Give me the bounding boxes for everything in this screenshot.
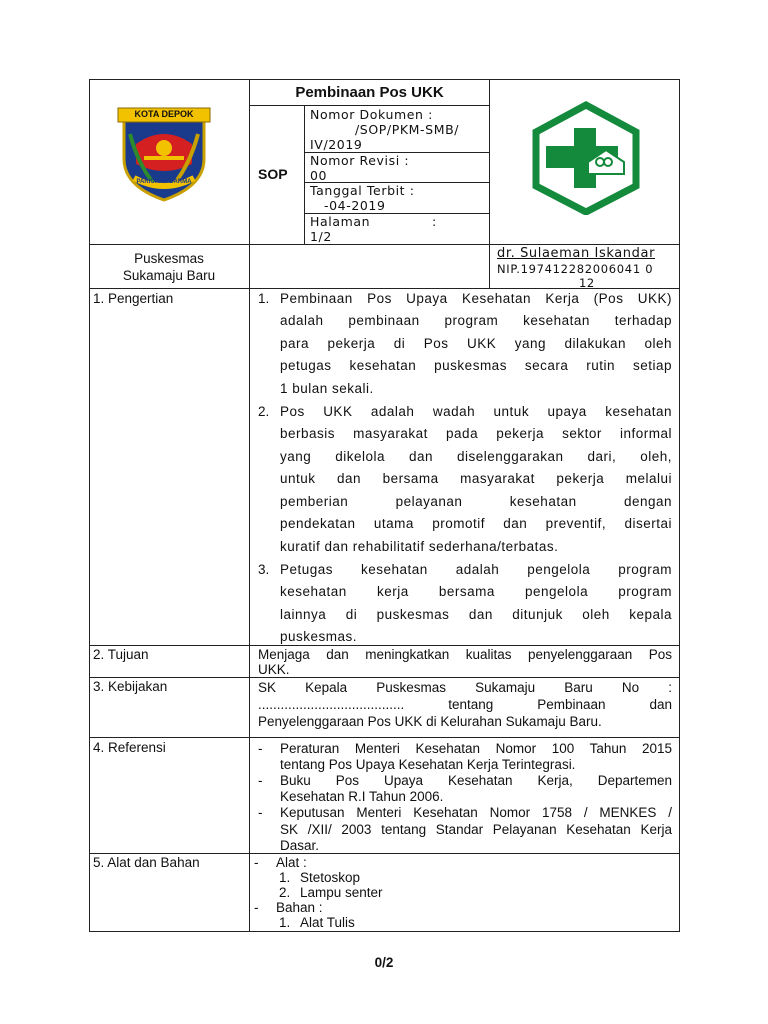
tujuan-line: UKK. bbox=[258, 662, 290, 677]
page-value: 1/2 bbox=[310, 229, 332, 244]
header-divider-left bbox=[249, 79, 250, 932]
logo-text-bottom: PARICARA DARMA bbox=[136, 179, 192, 185]
bullet-dash: - bbox=[258, 741, 263, 756]
kebijakan-line: ....................................... tentang Pembinaan dan bbox=[258, 697, 672, 712]
bullet-dash: - bbox=[258, 805, 263, 820]
row-kebijakan-bottom bbox=[89, 737, 680, 738]
page-colon: : bbox=[432, 214, 437, 229]
section-label-kebijakan: 3. Kebijakan bbox=[93, 679, 168, 694]
kebijakan-line: Penyelenggaraan Pos UKK di Kelurahan Sukamaju Baru. bbox=[258, 714, 602, 729]
doc-number-label: Nomor Dokumen : bbox=[310, 107, 433, 122]
list-number: 2. bbox=[279, 885, 291, 900]
list-item-line: 1 bulan sekali. bbox=[280, 381, 374, 396]
list-item-line: untuk dan bersama masyarakat pekerja melalui bbox=[280, 471, 672, 486]
kebijakan-line: SK Kepala Puskesmas Sukamaju Baru No : bbox=[258, 680, 672, 695]
list-number: 1. bbox=[258, 291, 270, 306]
list-item-line: pendekatan utama promotif dan preventif, disertai bbox=[280, 516, 672, 531]
list-item-line: adalah pembinaan program kesehatan terhadap bbox=[280, 313, 672, 328]
referensi-line: SK /XII/ 2003 tentang Standar Pelayanan Kesehatan Kerja bbox=[280, 822, 672, 837]
list-item-line: para pekerja di Pos UKK yang dilakukan oleh bbox=[280, 336, 672, 351]
page-label: Halaman bbox=[310, 214, 371, 229]
list-item-line: kuratif dan rehabilitatif sederhana/terbatas. bbox=[280, 539, 559, 554]
row-pengertian-bottom bbox=[89, 645, 680, 646]
list-item-line: yang dikelola dan diselenggarakan dari, oleh, bbox=[280, 449, 672, 464]
list-item-line: Pos UKK adalah wadah untuk upaya kesehatan bbox=[280, 404, 672, 419]
list-number: 2. bbox=[258, 404, 270, 419]
section-label-pengertian: 1. Pengertian bbox=[93, 291, 174, 306]
institution-line-2: Sukamaju Baru bbox=[122, 268, 216, 283]
list-number: 1. bbox=[279, 870, 291, 885]
sop-divider bbox=[304, 105, 305, 244]
puskesmas-logo bbox=[526, 100, 646, 215]
list-item-line: Petugas kesehatan adalah pengelola program bbox=[280, 562, 672, 577]
alat-item: Stetoskop bbox=[300, 870, 361, 885]
kota-depok-logo bbox=[114, 104, 214, 204]
referensi-line: Peraturan Menteri Kesehatan Nomor 100 Tahun 2015 bbox=[280, 741, 672, 756]
list-item-line: pemberian pelayanan kesehatan dengan bbox=[280, 494, 672, 509]
tujuan-line: Menjaga dan meningkatkan kualitas penyelenggaraan Pos bbox=[258, 647, 672, 662]
list-item-line: lainnya di puskesmas dan ditunjuk oleh kepala bbox=[280, 607, 672, 622]
revision-label: Nomor Revisi : bbox=[310, 153, 410, 168]
referensi-line: tentang Pos Upaya Kesehatan Kerja Terintegrasi. bbox=[280, 757, 576, 772]
list-number: 1. bbox=[279, 915, 291, 930]
table-border-right bbox=[679, 79, 680, 932]
alat-item: Lampu senter bbox=[300, 885, 383, 900]
alat-label: Alat : bbox=[276, 855, 307, 870]
issue-date-label: Tanggal Terbit : bbox=[310, 183, 415, 198]
bullet-dash: - bbox=[254, 855, 259, 870]
list-item-line: petugas kesehatan puskesmas secara rutin setiap bbox=[280, 358, 672, 373]
doc-number-value-2: IV/2019 bbox=[310, 137, 363, 152]
referensi-line: Kesehatan R.I Tahun 2006. bbox=[280, 789, 444, 804]
doc-number-value-1: /SOP/PKM-SMB/ bbox=[355, 122, 460, 137]
list-item-line: kesehatan kerja bersama pengelola program bbox=[280, 584, 672, 599]
header-divider-right bbox=[489, 79, 490, 288]
section-label-tujuan: 2. Tujuan bbox=[93, 647, 149, 662]
signatory-name: dr. Sulaeman Iskandar bbox=[497, 246, 656, 261]
section-label-referensi: 4. Referensi bbox=[93, 740, 166, 755]
list-item-line: Pembinaan Pos Upaya Kesehatan Kerja (Pos UKK) bbox=[280, 291, 672, 306]
page-number: 0/2 bbox=[374, 955, 394, 970]
signatory-nip-2: 12 bbox=[579, 276, 595, 290]
page-title: Pembinaan Pos UKK bbox=[295, 84, 444, 101]
list-item-line: berbasis masyarakat pada pekerja sektor informal bbox=[280, 426, 672, 441]
bahan-item: Alat Tulis bbox=[300, 915, 355, 930]
bahan-label: Bahan : bbox=[276, 900, 323, 915]
revision-value: 00 bbox=[310, 168, 328, 183]
section-label-alat-bahan: 5. Alat dan Bahan bbox=[93, 855, 200, 870]
title-underline bbox=[249, 105, 490, 106]
signatory-nip-1: NIP.197412282006041 0 bbox=[497, 262, 654, 276]
table-border-left bbox=[89, 79, 90, 932]
bullet-dash: - bbox=[254, 900, 259, 915]
row-referensi-bottom bbox=[89, 853, 680, 854]
referensi-line: Keputusan Menteri Kesehatan Nomor 1758 / MENKES / bbox=[280, 805, 672, 820]
issue-date-value: -04-2019 bbox=[324, 198, 386, 213]
table-border-bottom bbox=[89, 931, 680, 932]
list-item-line: puskesmas. bbox=[280, 629, 358, 644]
row-tujuan-bottom bbox=[89, 677, 680, 678]
institution-line-1: Puskesmas bbox=[134, 251, 204, 266]
logo-text-top: KOTA DEPOK bbox=[134, 109, 194, 119]
header-bottom bbox=[89, 244, 680, 245]
referensi-line: Dasar. bbox=[280, 838, 320, 853]
bullet-dash: - bbox=[258, 773, 263, 788]
list-number: 3. bbox=[258, 562, 270, 577]
sop-label: SOP bbox=[258, 166, 288, 182]
referensi-line: Buku Pos Upaya Kesehatan Kerja, Departemen bbox=[280, 773, 672, 788]
table-border-top bbox=[89, 79, 680, 80]
